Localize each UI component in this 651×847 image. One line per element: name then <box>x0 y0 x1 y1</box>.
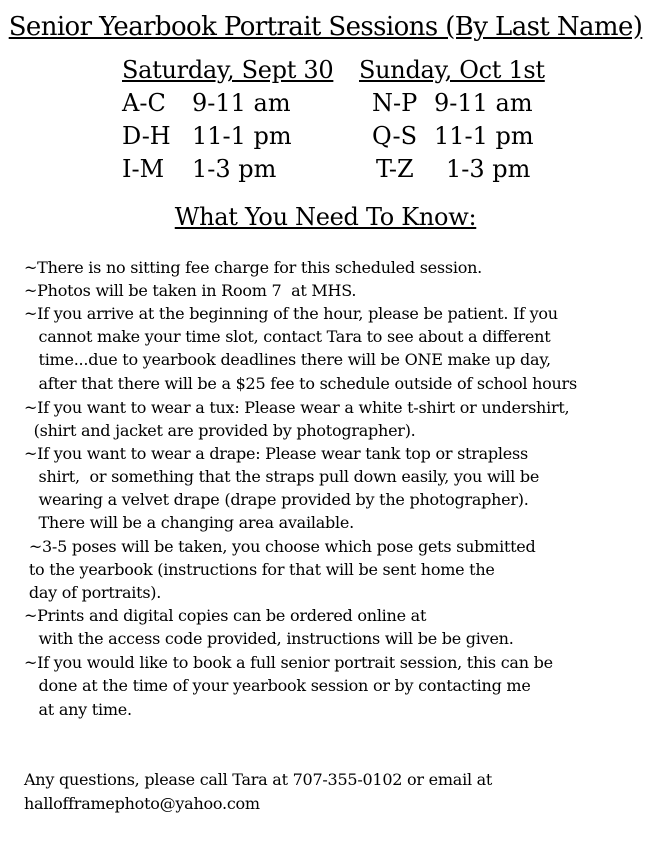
slot-letters: A-C <box>122 89 166 117</box>
slot-time: 1-3 pm <box>192 155 277 183</box>
info-line: with the access code provided, instructions will be be given. <box>24 629 514 648</box>
info-line: ~Prints and digital copies can be ordered online at <box>24 606 427 625</box>
info-line: done at the time of your yearbook session or by contacting me <box>24 676 531 695</box>
info-line: There will be a changing area available. <box>24 513 354 532</box>
slot-letters: D-H <box>122 122 171 150</box>
saturday-heading: Saturday, Sept 30 <box>122 56 334 84</box>
info-line: ~3-5 poses will be taken, you choose which pose gets submitted <box>24 537 536 556</box>
info-line: ~If you would like to book a full senior portrait session, this can be <box>24 653 553 672</box>
slot-letters: I-M <box>122 155 165 183</box>
info-line: time...due to yearbook deadlines there will be ONE make up day, <box>24 350 551 369</box>
slot-letters: Q-S <box>372 122 418 150</box>
info-line: ~If you want to wear a tux: Please wear a white t-shirt or undershirt, <box>24 398 570 417</box>
info-line: ~If you arrive at the beginning of the hour, please be patient. If you <box>24 304 558 323</box>
info-line: ~There is no sitting fee charge for this scheduled session. <box>24 258 482 277</box>
info-line: to the yearbook (instructions for that will be sent home the <box>24 560 495 579</box>
info-line: ~If you want to wear a drape: Please wear tank top or strapless <box>24 444 528 463</box>
contact-line: Any questions, please call Tara at 707-355-0102 or email at <box>24 770 493 789</box>
page-title: Senior Yearbook Portrait Sessions (By Last Name) <box>8 12 643 42</box>
info-line: after that there will be a $25 fee to schedule outside of school hours <box>24 374 577 393</box>
sunday-heading: Sunday, Oct 1st <box>359 56 545 84</box>
info-line: ~Photos will be taken in Room 7 at MHS. <box>24 281 357 300</box>
info-heading: What You Need To Know: <box>174 203 477 231</box>
info-line: (shirt and jacket are provided by photographer). <box>24 421 416 440</box>
contact-email: hallofframephoto@yahoo.com <box>24 794 260 813</box>
slot-letters: N-P <box>372 89 418 117</box>
slot-time: 11-1 pm <box>192 122 292 150</box>
info-line: at any time. <box>24 700 132 719</box>
info-line: cannot make your time slot, contact Tara to see about a different <box>24 327 551 346</box>
slot-time: 9-11 am <box>434 89 533 117</box>
slot-time: 1-3 pm <box>446 155 531 183</box>
slot-time: 9-11 am <box>192 89 291 117</box>
slot-letters: T-Z <box>376 155 414 183</box>
info-line: wearing a velvet drape (drape provided by the photographer). <box>24 490 529 509</box>
info-line: shirt, or something that the straps pull down easily, you will be <box>24 467 540 486</box>
slot-time: 11-1 pm <box>434 122 534 150</box>
info-line: day of portraits). <box>24 583 162 602</box>
